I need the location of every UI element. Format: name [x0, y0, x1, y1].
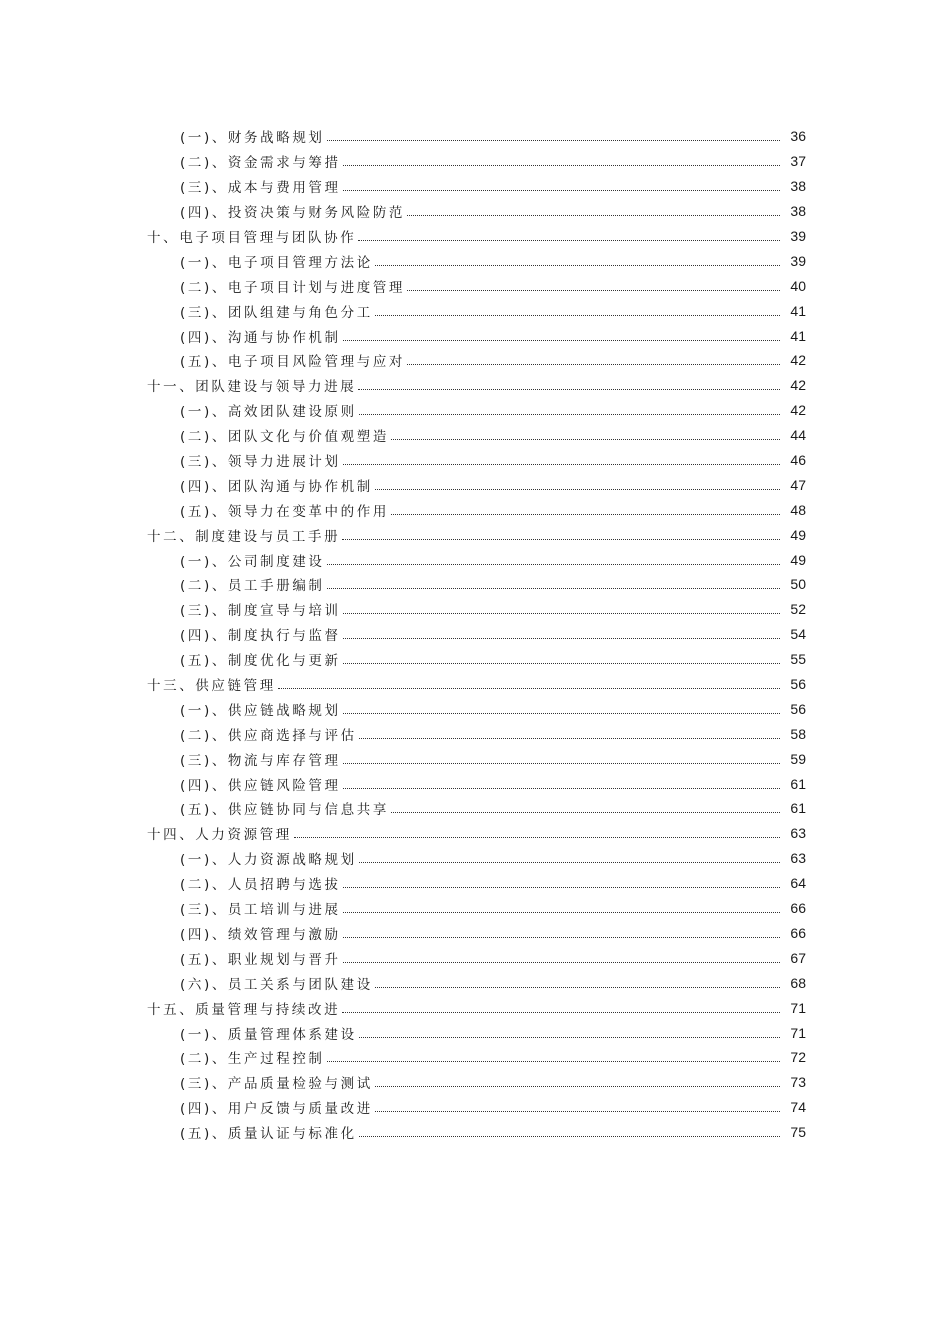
toc-section-entry[interactable] — [0, 298, 950, 323]
toc-page-number: 66 — [790, 924, 806, 941]
toc-section-entry[interactable] — [0, 248, 950, 273]
toc-page-number: 36 — [790, 128, 806, 145]
toc-section-entry[interactable] — [0, 497, 950, 522]
toc-section-entry[interactable] — [0, 1095, 950, 1120]
toc-section-entry[interactable] — [0, 796, 950, 821]
toc-dot-leader — [343, 637, 780, 639]
toc-entry-title: (四)、沟通与协作机制 — [180, 326, 342, 346]
toc-section-entry[interactable] — [0, 597, 950, 622]
toc-section-entry[interactable] — [0, 771, 950, 796]
toc-entry-title: 十三、供应链管理 — [147, 674, 277, 694]
toc-dot-leader — [407, 214, 780, 216]
toc-page-number: 42 — [790, 377, 806, 394]
toc-page-number: 41 — [790, 327, 806, 344]
toc-entry-title: (二)、供应商选择与评估 — [180, 724, 358, 744]
table-of-contents — [0, 124, 950, 1145]
toc-entry-title: (三)、领导力进展计划 — [180, 450, 342, 470]
toc-chapter-entry[interactable] — [0, 373, 950, 398]
toc-dot-leader — [343, 463, 780, 465]
toc-page-number: 61 — [790, 775, 806, 792]
toc-page-number: 44 — [790, 427, 806, 444]
toc-section-entry[interactable] — [0, 945, 950, 970]
toc-section-entry[interactable] — [0, 199, 950, 224]
toc-entry-title: (五)、供应链协同与信息共享 — [180, 798, 390, 818]
toc-dot-leader — [343, 762, 780, 764]
toc-section-entry[interactable] — [0, 124, 950, 149]
toc-page-number: 42 — [790, 402, 806, 419]
toc-page-number: 50 — [790, 576, 806, 593]
toc-dot-leader — [375, 986, 780, 988]
toc-page-number: 75 — [790, 1124, 806, 1141]
toc-dot-leader — [407, 289, 780, 291]
toc-entry-title: (一)、公司制度建设 — [180, 550, 326, 570]
toc-dot-leader — [359, 737, 780, 739]
toc-chapter-entry[interactable] — [0, 821, 950, 846]
toc-entry-title: (三)、制度宣导与培训 — [180, 599, 342, 619]
toc-page-number: 71 — [790, 999, 806, 1016]
toc-page-number: 59 — [790, 750, 806, 767]
toc-page-number: 42 — [790, 352, 806, 369]
toc-page-number: 55 — [790, 651, 806, 668]
toc-page-number: 40 — [790, 277, 806, 294]
toc-section-entry[interactable] — [0, 622, 950, 647]
toc-entry-title: (四)、绩效管理与激励 — [180, 923, 342, 943]
toc-entry-title: 十、电子项目管理与团队协作 — [147, 226, 357, 246]
toc-section-entry[interactable] — [0, 547, 950, 572]
toc-page-number: 66 — [790, 900, 806, 917]
toc-page-number: 61 — [790, 800, 806, 817]
toc-section-entry[interactable] — [0, 846, 950, 871]
toc-section-entry[interactable] — [0, 896, 950, 921]
toc-dot-leader — [327, 1060, 780, 1062]
toc-page-number: 46 — [790, 452, 806, 469]
toc-page-number: 37 — [790, 153, 806, 170]
toc-page-number: 47 — [790, 476, 806, 493]
toc-entry-title: (四)、制度执行与监督 — [180, 624, 342, 644]
toc-dot-leader — [342, 538, 780, 540]
toc-dot-leader — [391, 438, 780, 440]
toc-page-number: 56 — [790, 700, 806, 717]
toc-dot-leader — [359, 1036, 780, 1038]
toc-entry-title: (三)、物流与库存管理 — [180, 749, 342, 769]
toc-dot-leader — [359, 861, 780, 863]
toc-dot-leader — [375, 1110, 780, 1112]
toc-page-number: 58 — [790, 725, 806, 742]
toc-dot-leader — [343, 712, 780, 714]
toc-page-number: 49 — [790, 551, 806, 568]
toc-dot-leader — [375, 1085, 780, 1087]
toc-section-entry[interactable] — [0, 696, 950, 721]
toc-page-number: 68 — [790, 974, 806, 991]
toc-entry-title: (一)、质量管理体系建设 — [180, 1023, 358, 1043]
toc-entry-title: 十一、团队建设与领导力进展 — [147, 375, 357, 395]
toc-dot-leader — [343, 911, 780, 913]
toc-entry-title: (一)、高效团队建设原则 — [180, 400, 358, 420]
toc-entry-title: (六)、员工关系与团队建设 — [180, 973, 374, 993]
toc-chapter-entry[interactable] — [0, 522, 950, 547]
toc-section-entry[interactable] — [0, 1045, 950, 1070]
toc-dot-leader — [343, 164, 780, 166]
toc-section-entry[interactable] — [0, 273, 950, 298]
toc-dot-leader — [343, 936, 780, 938]
toc-entry-title: (四)、用户反馈与质量改进 — [180, 1097, 374, 1117]
toc-dot-leader — [294, 836, 780, 838]
toc-page-number: 74 — [790, 1099, 806, 1116]
toc-dot-leader — [358, 239, 780, 241]
toc-section-entry[interactable] — [0, 572, 950, 597]
toc-entry-title: (四)、团队沟通与协作机制 — [180, 475, 374, 495]
toc-section-entry[interactable] — [0, 472, 950, 497]
toc-dot-leader — [391, 811, 780, 813]
toc-chapter-entry[interactable] — [0, 672, 950, 697]
toc-page-number: 56 — [790, 676, 806, 693]
toc-page-number: 73 — [790, 1074, 806, 1091]
toc-dot-leader — [343, 961, 780, 963]
toc-entry-title: (五)、制度优化与更新 — [180, 649, 342, 669]
toc-dot-leader — [391, 513, 780, 515]
toc-dot-leader — [375, 264, 780, 266]
toc-dot-leader — [375, 488, 780, 490]
toc-entry-title: 十四、人力资源管理 — [147, 823, 293, 843]
toc-section-entry[interactable] — [0, 970, 950, 995]
toc-entry-title: (二)、电子项目计划与进度管理 — [180, 276, 406, 296]
toc-page-number: 63 — [790, 825, 806, 842]
toc-dot-leader — [342, 1011, 780, 1013]
toc-dot-leader — [343, 886, 780, 888]
toc-entry-title: 十二、制度建设与员工手册 — [147, 525, 341, 545]
toc-dot-leader — [343, 787, 780, 789]
toc-section-entry[interactable] — [0, 174, 950, 199]
toc-dot-leader — [359, 1135, 780, 1137]
toc-section-entry[interactable] — [0, 1120, 950, 1145]
toc-entry-title: (二)、生产过程控制 — [180, 1047, 326, 1067]
toc-entry-title: (二)、资金需求与筹措 — [180, 151, 342, 171]
toc-section-entry[interactable] — [0, 721, 950, 746]
toc-section-entry[interactable] — [0, 398, 950, 423]
toc-dot-leader — [359, 413, 780, 415]
toc-page-number: 67 — [790, 949, 806, 966]
toc-entry-title: (五)、职业规划与晋升 — [180, 948, 342, 968]
toc-chapter-entry[interactable] — [0, 224, 950, 249]
toc-page-number: 54 — [790, 626, 806, 643]
toc-section-entry[interactable] — [0, 448, 950, 473]
toc-page-number: 63 — [790, 850, 806, 867]
toc-dot-leader — [343, 339, 780, 341]
toc-dot-leader — [343, 662, 780, 664]
toc-entry-title: 十五、质量管理与持续改进 — [147, 998, 341, 1018]
toc-entry-title: (一)、电子项目管理方法论 — [180, 251, 374, 271]
toc-entry-title: (一)、人力资源战略规划 — [180, 848, 358, 868]
toc-entry-title: (三)、员工培训与进展 — [180, 898, 342, 918]
toc-page-number: 72 — [790, 1049, 806, 1066]
toc-dot-leader — [343, 189, 780, 191]
toc-dot-leader — [327, 587, 780, 589]
toc-dot-leader — [375, 314, 780, 316]
toc-dot-leader — [407, 363, 780, 365]
toc-page-number: 48 — [790, 501, 806, 518]
toc-chapter-entry[interactable] — [0, 995, 950, 1020]
toc-section-entry[interactable] — [0, 871, 950, 896]
toc-page-number: 38 — [790, 178, 806, 195]
toc-entry-title: (一)、供应链战略规划 — [180, 699, 342, 719]
toc-dot-leader — [278, 687, 780, 689]
toc-section-entry[interactable] — [0, 1070, 950, 1095]
toc-entry-title: (二)、员工手册编制 — [180, 574, 326, 594]
toc-section-entry[interactable] — [0, 1020, 950, 1045]
toc-page-number: 41 — [790, 302, 806, 319]
toc-section-entry[interactable] — [0, 746, 950, 771]
toc-section-entry[interactable] — [0, 149, 950, 174]
toc-entry-title: (二)、人员招聘与选拔 — [180, 873, 342, 893]
toc-entry-title: (三)、团队组建与角色分工 — [180, 301, 374, 321]
toc-entry-title: (五)、领导力在变革中的作用 — [180, 500, 390, 520]
toc-entry-title: (三)、成本与费用管理 — [180, 176, 342, 196]
toc-entry-title: (一)、财务战略规划 — [180, 126, 326, 146]
toc-section-entry[interactable] — [0, 921, 950, 946]
toc-dot-leader — [343, 612, 780, 614]
toc-dot-leader — [358, 388, 780, 390]
toc-section-entry[interactable] — [0, 348, 950, 373]
toc-entry-title: (五)、质量认证与标准化 — [180, 1122, 358, 1142]
toc-section-entry[interactable] — [0, 423, 950, 448]
toc-page-number: 39 — [790, 252, 806, 269]
toc-page-number: 38 — [790, 203, 806, 220]
toc-entry-title: (四)、供应链风险管理 — [180, 774, 342, 794]
toc-page-number: 49 — [790, 526, 806, 543]
toc-page-number: 71 — [790, 1024, 806, 1041]
toc-page-number: 64 — [790, 875, 806, 892]
toc-entry-title: (三)、产品质量检验与测试 — [180, 1072, 374, 1092]
toc-dot-leader — [327, 139, 780, 141]
toc-section-entry[interactable] — [0, 323, 950, 348]
toc-section-entry[interactable] — [0, 647, 950, 672]
toc-page-number: 52 — [790, 601, 806, 618]
toc-entry-title: (四)、投资决策与财务风险防范 — [180, 201, 406, 221]
toc-page-number: 39 — [790, 228, 806, 244]
toc-entry-title: (二)、团队文化与价值观塑造 — [180, 425, 390, 445]
toc-entry-title: (五)、电子项目风险管理与应对 — [180, 350, 406, 370]
toc-dot-leader — [327, 563, 780, 565]
